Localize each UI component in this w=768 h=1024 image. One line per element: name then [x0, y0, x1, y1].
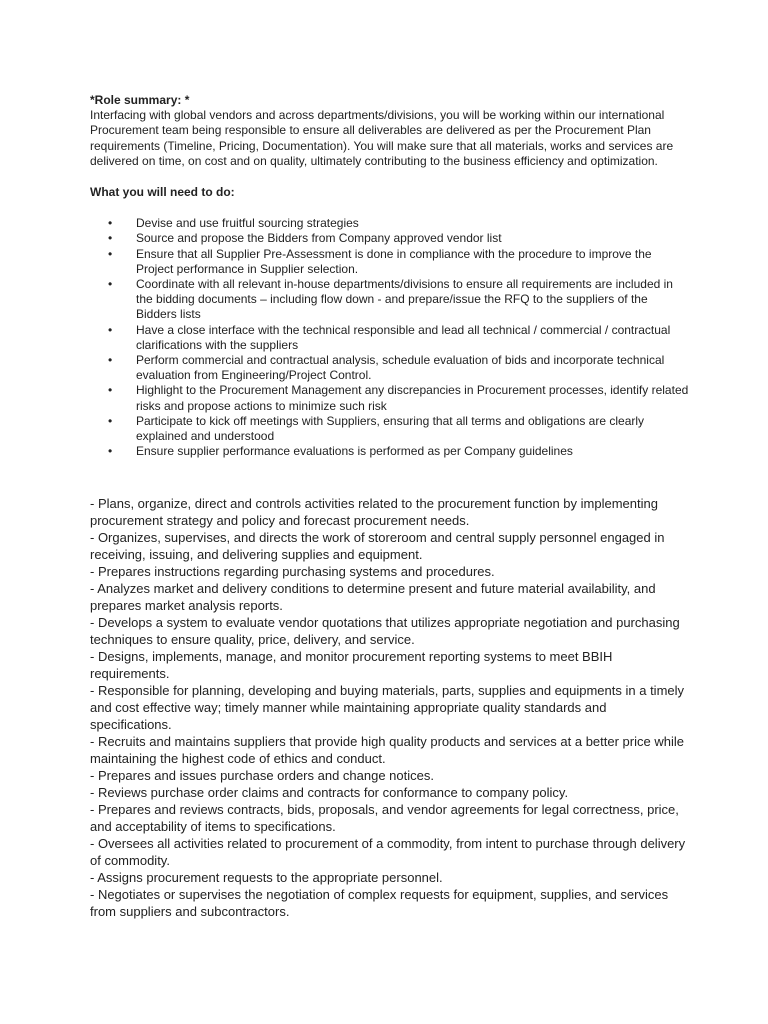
role-summary-heading: *Role summary: *: [90, 93, 190, 107]
list-item: • Ensure that all Supplier Pre-Assessment is done in compliance with the procedure to improve the Project performance in Supplier selection.: [136, 247, 690, 277]
duty-line: - Prepares and issues purchase orders and change notices.: [90, 768, 434, 783]
duty-line: - Negotiates or supervises the negotiation of complex requests for equipment, supplies, and services from suppliers and subcontractors.: [90, 887, 669, 919]
duty-line: - Prepares and reviews contracts, bids, proposals, and vendor agreements for legal correctness, price, and acceptability of items to specifications.: [90, 802, 679, 834]
duty-line: - Reviews purchase order claims and contracts for conformance to company policy.: [90, 785, 569, 800]
duty-line: - Plans, organize, direct and controls activities related to the procurement function by implementing procurement strategy and policy and forecast procurement needs.: [90, 496, 658, 528]
list-item: • Source and propose the Bidders from Company approved vendor list: [136, 231, 690, 246]
duty-line: - Analyzes market and delivery conditions to determine present and future material availability, and prepares market analysis reports.: [90, 581, 656, 613]
duty-line: - Designs, implements, manage, and monitor procurement reporting systems to meet BBIH requirements.: [90, 649, 613, 681]
duties-section: [90, 495, 690, 920]
duty-line: - Develops a system to evaluate vendor quotations that utilizes appropriate negotiation and purchasing techniques to ensure quality, price, delivery, and service.: [90, 615, 680, 647]
duty-line: - Recruits and maintains suppliers that provide high quality products and services at a better price while maintaining the highest code of ethics and conduct.: [90, 734, 684, 766]
list-item: • Devise and use fruitful sourcing strategies: [136, 216, 690, 231]
duty-line: - Oversees all activities related to procurement of a commodity, from intent to purchase through delivery of commodity.: [90, 836, 686, 868]
what-you-need-heading: What you will need to do:: [90, 185, 235, 200]
duty-line: - Prepares instructions regarding purchasing systems and procedures.: [90, 564, 495, 579]
role-section: [90, 93, 690, 459]
list-item: • Ensure supplier performance evaluations is performed as per Company guidelines: [136, 444, 690, 459]
role-summary-text: Interfacing with global vendors and across departments/divisions, you will be working within our international Procurement team being responsible to ensure all deliverables are delivered as per the Procurement Plan requirements (Timeline, Pricing, Documentation). You will make sure that all materials, works and services are delivered on time, on cost and on quality, ultimately contributing to the business efficiency and optimization.: [90, 108, 674, 168]
list-item: • Highlight to the Procurement Management any discrepancies in Procurement processes, identify related risks and propose actions to minimize such risk: [136, 383, 690, 413]
list-item: • Participate to kick off meetings with Suppliers, ensuring that all terms and obligations are clearly explained and understood: [136, 414, 690, 444]
duty-line: - Responsible for planning, developing and buying materials, parts, supplies and equipments in a timely and cost effective way; timely manner while maintaining appropriate quality standards and specifications.: [90, 683, 685, 732]
list-item: • Perform commercial and contractual analysis, schedule evaluation of bids and incorporate technical evaluation from Engineering/Project Control.: [136, 353, 690, 383]
duty-line: - Assigns procurement requests to the appropriate personnel.: [90, 870, 443, 885]
list-item: • Have a close interface with the technical responsible and lead all technical / commercial / contractual clarifications with the suppliers: [136, 323, 690, 353]
list-item: • Coordinate with all relevant in-house departments/divisions to ensure all requirements are included in the bidding documents – including flow down - and prepare/issue the RFQ to the suppliers of the Bidders lists: [136, 277, 690, 323]
responsibilities-list: [90, 216, 690, 459]
duty-line: - Organizes, supervises, and directs the work of storeroom and central supply personnel engaged in receiving, issuing, and delivering supplies and equipment.: [90, 530, 665, 562]
